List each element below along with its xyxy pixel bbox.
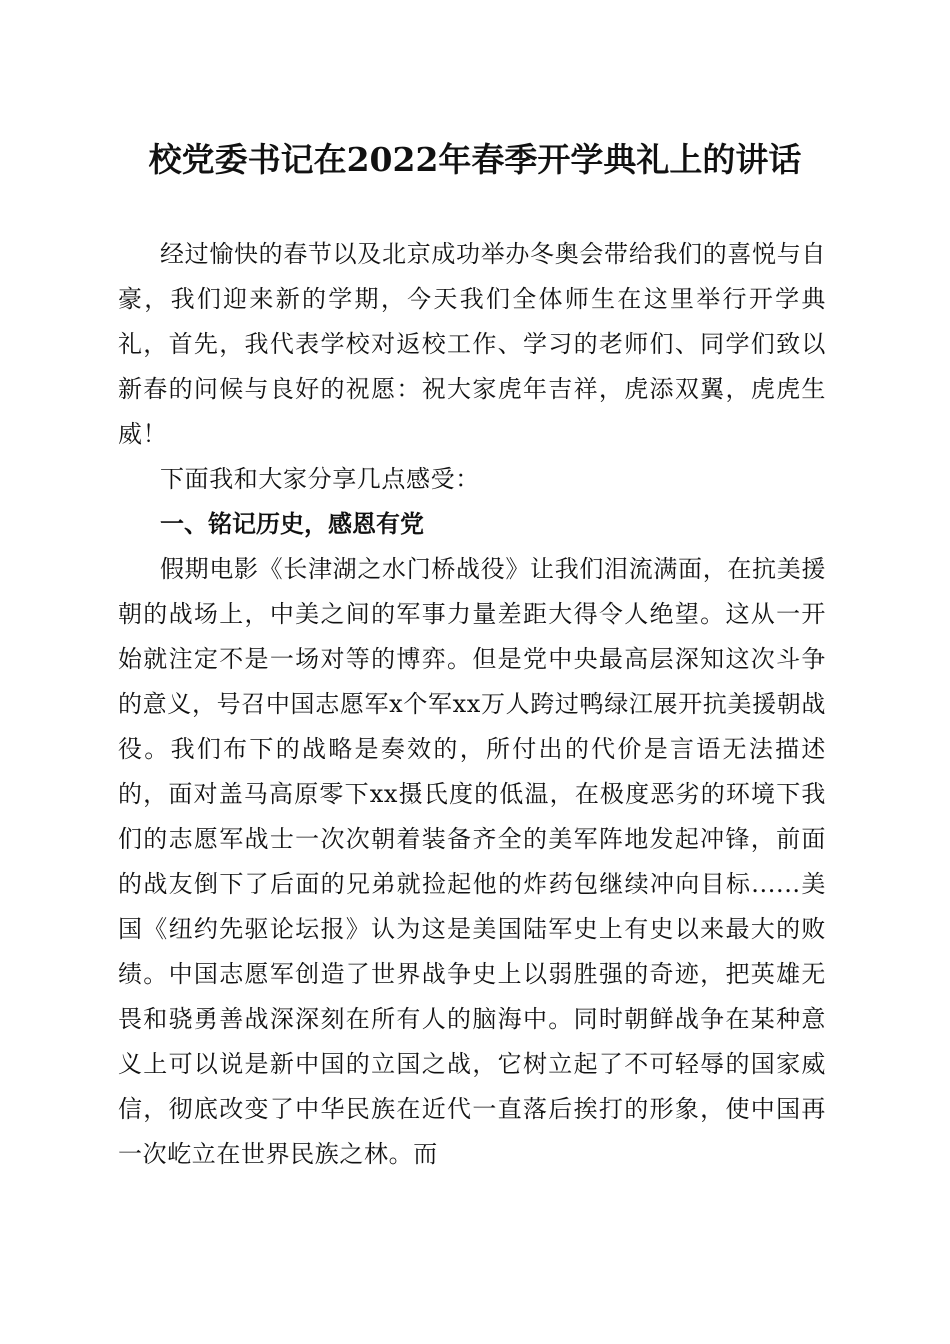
section-paragraph: 假期电影《长津湖之水门桥战役》让我们泪流满面，在抗美援朝的战场上，中美之间的军事力量差距大得令人绝望。这从一开始就注定不是一场对等的博弈。但是党中央最高层深知这次斗争的意义，号召中国志愿军x个军xx万人跨过鸭绿江展开抗美援朝战役。我们布下的战略是奏效的，所付出的代价是言语无法描述的，面对盖马高原零下xx摄氏度的低温，在极度恶劣的环境下我们的志愿军战士一次次朝着装备齐全的美军阵地发起冲锋，前面的战友倒下了后面的兄弟就捡起他的炸药包继续冲向目标......美国《纽约先驱论坛报》认为这是美国陆军史上有史以来最大的败绩。中国志愿军创造了世界战争史上以弱胜强的奇迹，把英雄无畏和骁勇善战深深刻在所有人的脑海中。同时朝鲜战争在某种意义上可以说是新中国的立国之战，它树立起了不可轻辱的国家威信，彻底改变了中华民族在近代一直落后挨打的形象，使中国再一次屹立在世界民族之林。而	[118, 555, 826, 1168]
document-body	[118, 232, 826, 1177]
document-title: 校党委书记在2022年春季开学典礼上的讲话	[148, 140, 802, 179]
intro-paragraph: 经过愉快的春节以及北京成功举办冬奥会带给我们的喜悦与自豪，我们迎来新的学期，今天我们全体师生在这里举行开学典礼，首先，我代表学校对返校工作、学习的老师们、同学们致以新春的问候与良好的祝愿：祝大家虎年吉祥，虎添双翼，虎虎生威！	[118, 240, 826, 448]
section-heading: 一、铭记历史，感恩有党	[160, 510, 424, 538]
transition-paragraph: 下面我和大家分享几点感受：	[160, 465, 480, 493]
